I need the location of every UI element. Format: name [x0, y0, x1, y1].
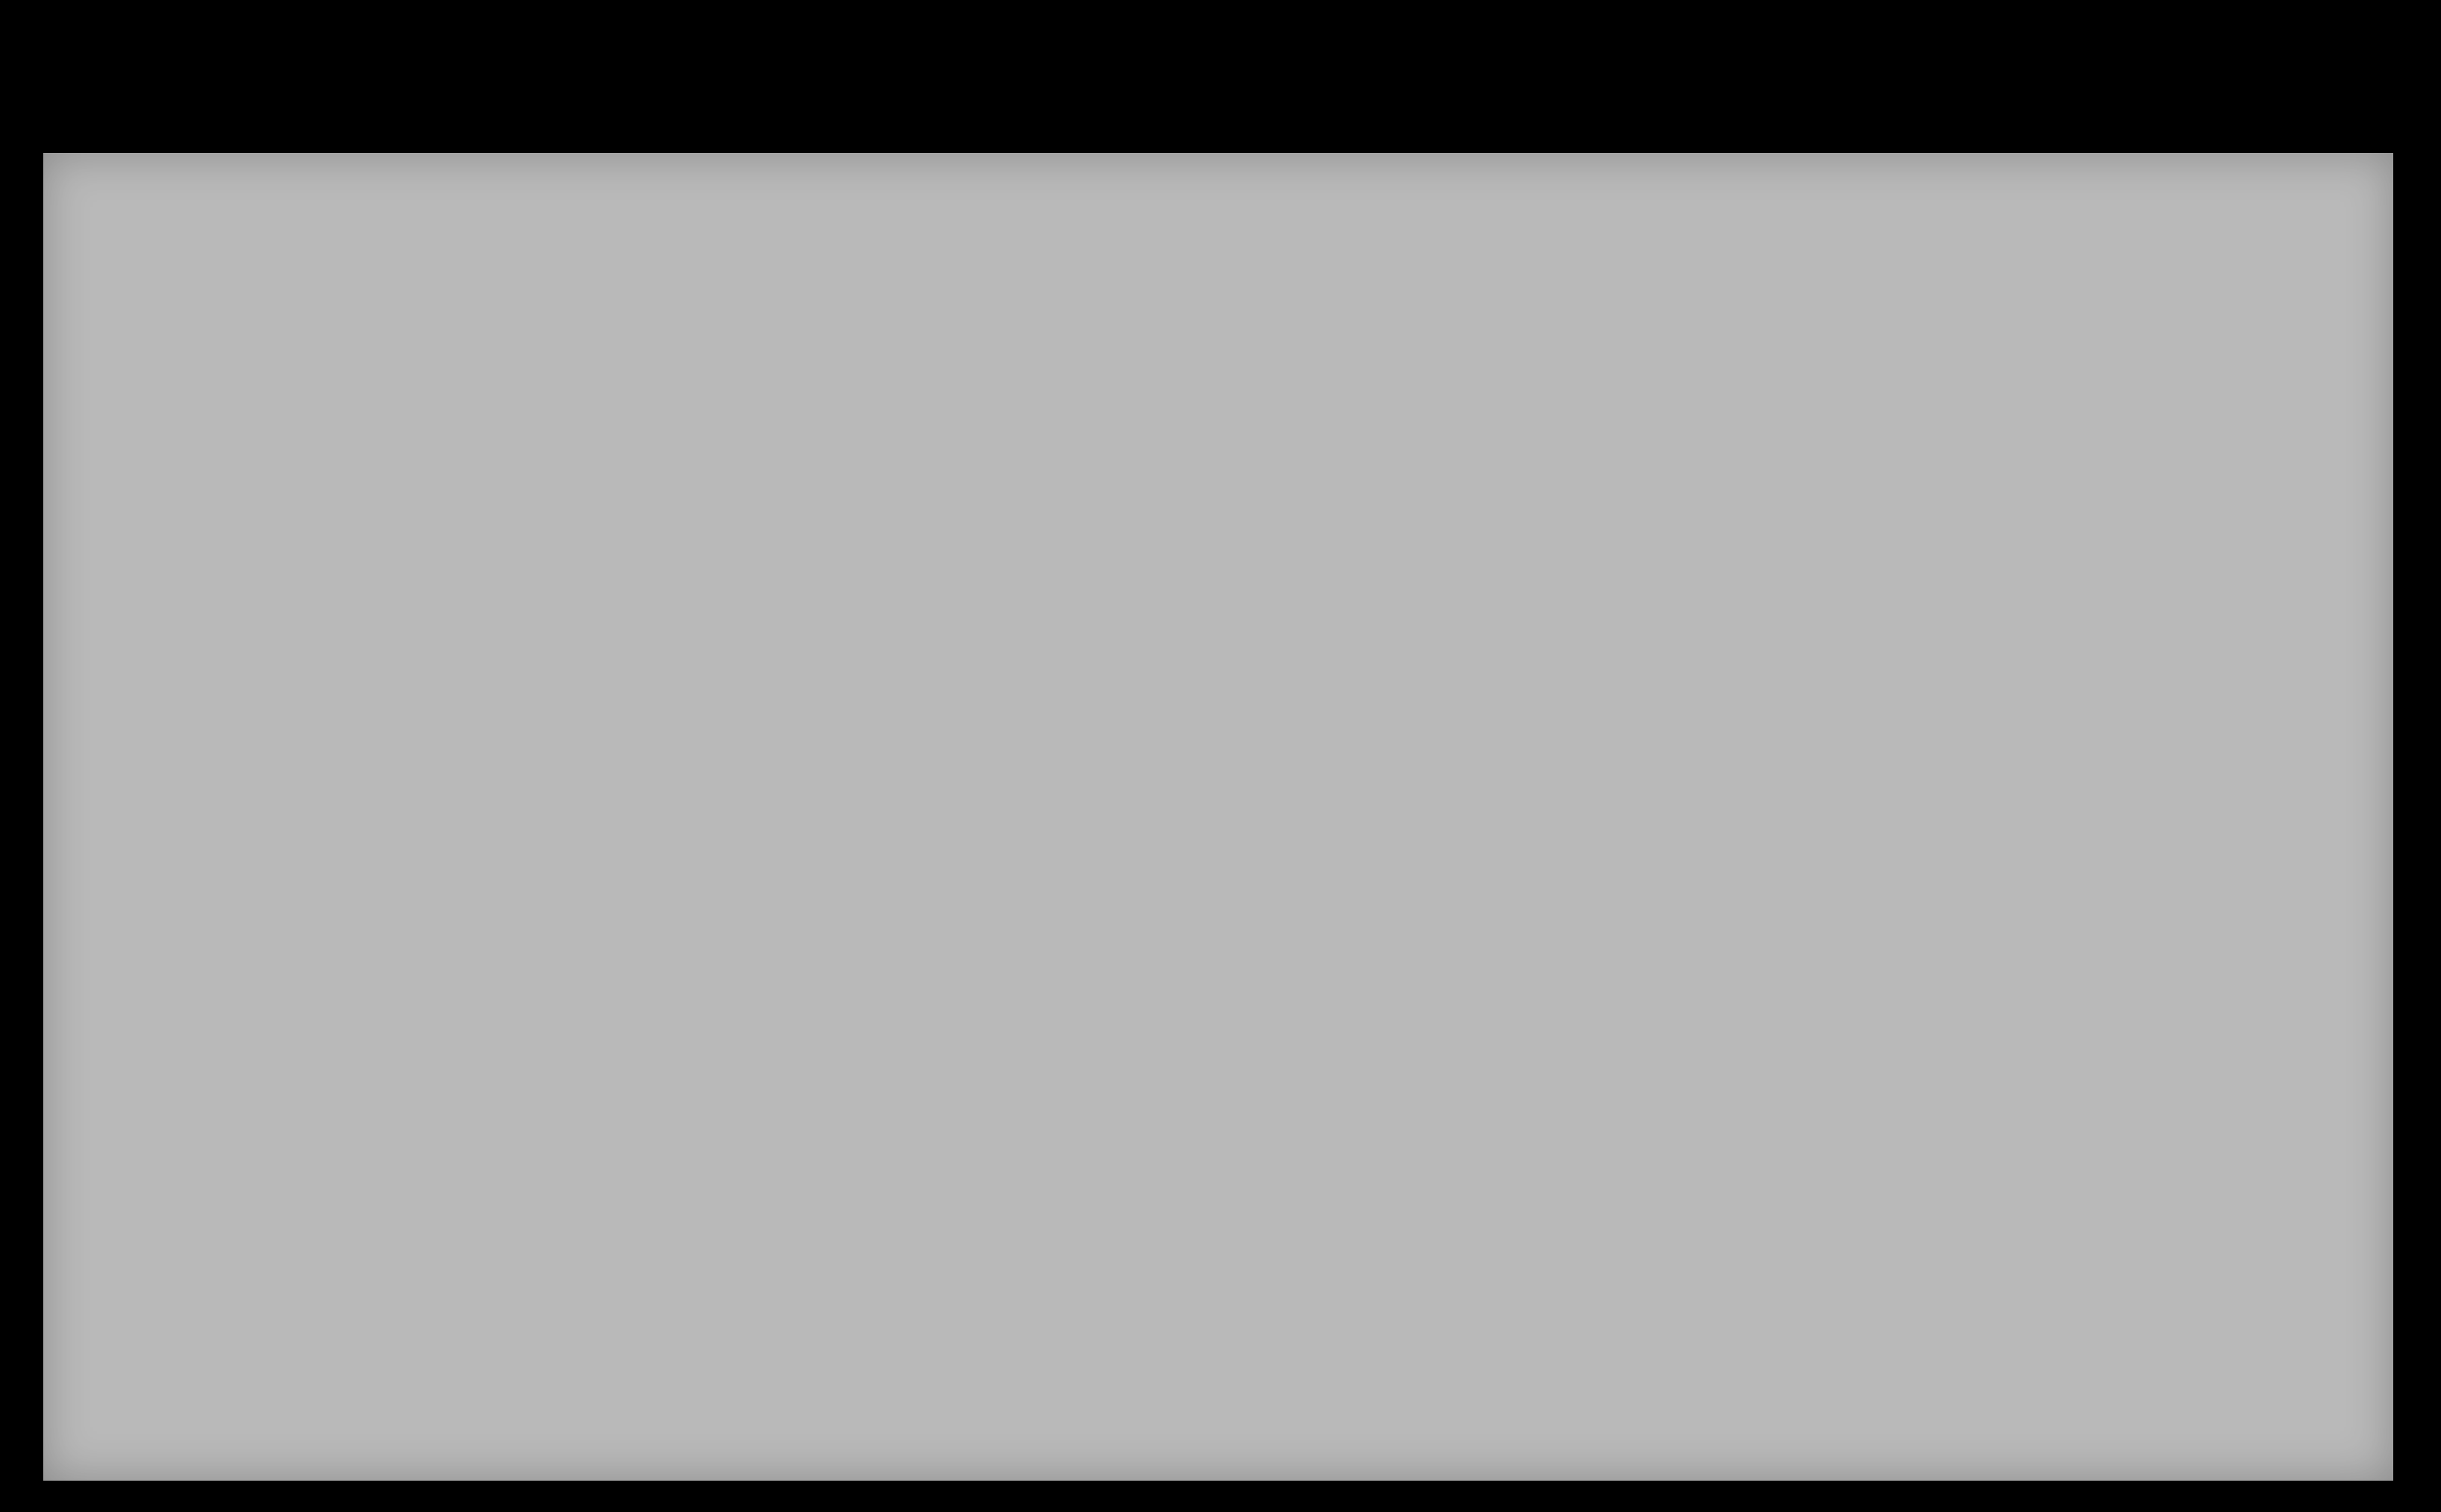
census-card [43, 153, 2393, 1481]
